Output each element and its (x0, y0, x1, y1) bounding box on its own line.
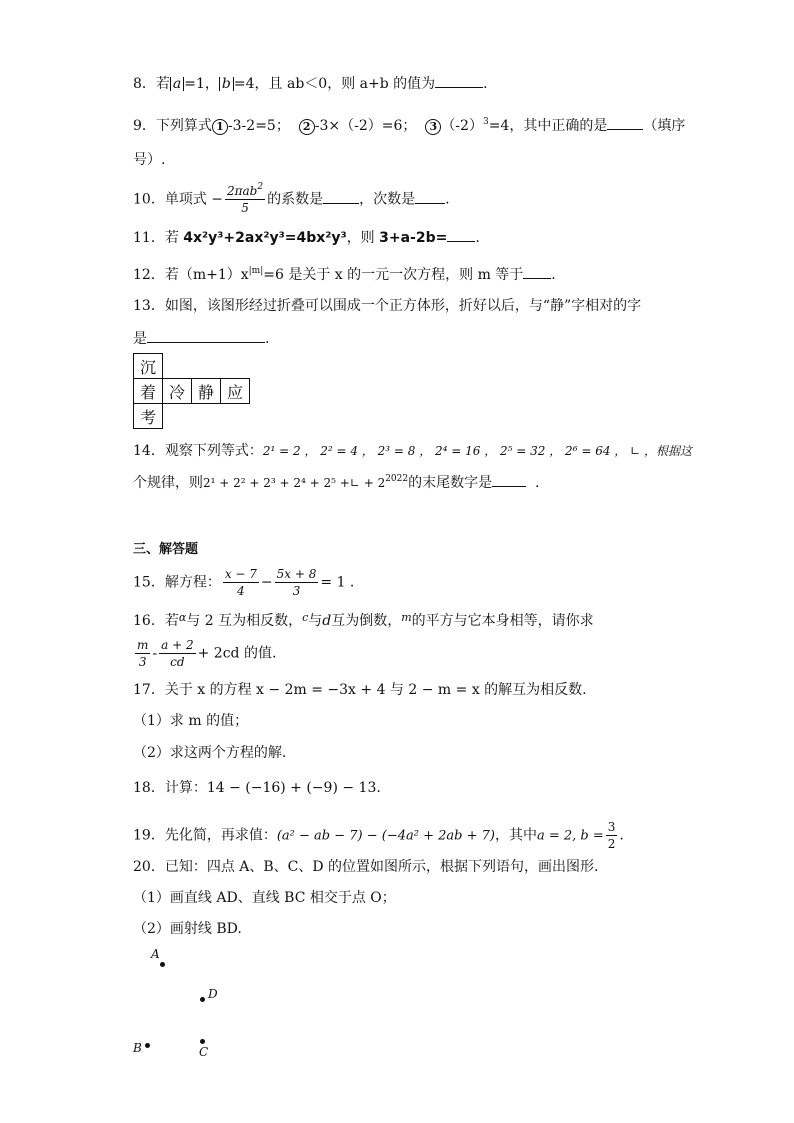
answer-blank[interactable] (415, 189, 445, 204)
fraction: $\frac{5x + 8}{3}$ (276, 567, 317, 598)
circled-number-2: 2 (299, 119, 315, 135)
question-13: 13．如图，该图形经过折叠可以围成一个正方体形，折好以后，与“静”字相对的字 (133, 298, 642, 314)
fraction: $\frac{x - 7}{4}$ (224, 567, 257, 598)
net-cell: 考 (134, 404, 163, 429)
fraction: $\frac{2\pi ab^2}{5}$ (227, 182, 264, 215)
answer-blank[interactable] (323, 189, 359, 204)
points-diagram (133, 945, 223, 1063)
question-14-cont: 个规律，则2¹ + 2² + 2³ + 2⁴ + 2⁵ +∟ + $2^{2022}$的末尾数字是 . (133, 474, 540, 491)
point-A (160, 962, 165, 967)
fraction: $\frac{3}{2}$ (607, 820, 616, 851)
question-15: 15．解方程： $\frac{x - 7}{4}$ − $\frac{5x + 8}{3}$ = 1 . (133, 567, 355, 598)
net-cell: 冷 (163, 379, 192, 404)
question-18: 18．计算：14 − (−16) + (−9) − 13. (133, 780, 381, 796)
question-13-cont: 是 . (133, 328, 269, 349)
question-17-part-2: （2）求这两个方程的解. (133, 745, 287, 761)
point-C (200, 1039, 205, 1044)
question-9: 9．下列算式 1 -3-2=5； 2 -3×（-2）=6； 3 $(-2)^3=4$，其中正确的是 （填序 (133, 117, 686, 134)
answer-blank[interactable] (492, 472, 526, 487)
question-11: 11．若 4x²y³+2ax²y³=4bx²y³，则 3+a-2b= . (133, 227, 480, 248)
net-cell: 着 (134, 379, 163, 404)
point-D (200, 997, 205, 1002)
abs-a: a (170, 77, 184, 91)
label-B: B (133, 1041, 142, 1055)
circled-number-3: 3 (425, 119, 441, 135)
question-17-part-1: （1）求 m 的值； (133, 713, 249, 729)
question-8: 8．若 a =1， b =4，且 ab＜0，则 a+b 的值为 . (133, 73, 488, 94)
answer-blank[interactable] (435, 73, 483, 88)
question-20: 20．已知：四点 A、B、C、D 的位置如图所示，根据下列语句，画出图形. (133, 859, 599, 875)
question-17: 17．关于 x 的方程 x − 2m = −3x + 4 与 2 − m = x 的解互为相反数. (133, 682, 587, 698)
question-14: 14．观察下列等式：2¹ = 2 ， 2² = 4 ， 2³ = 8 ， 2⁴ = 16 ， 2⁵ = 32 ， 2⁶ = 64 ， ∟ ，根据这 (133, 443, 692, 459)
abs-b: b (219, 77, 234, 91)
label-C: C (199, 1045, 209, 1059)
net-cell: 应 (221, 379, 250, 404)
question-12: 12．若$(m+1)x^{|m|}=6$ 是关于 x 的一元一次方程，则 m 等于 . (133, 266, 556, 283)
answer-blank[interactable] (523, 264, 551, 279)
question-16-cont: $\frac{m}{3}$ - $\frac{a + 2}{cd}$ + 2cd 的值. (137, 638, 277, 669)
question-20-part-2: （2）画射线 BD. (133, 921, 242, 937)
question-19: 19．先化简，再求值：(a² − ab − 7) − (−4a² + 2ab + 7)，其中a = 2, b = $\frac{3}{2}$ . (133, 820, 624, 851)
net-cell: 沉 (134, 354, 163, 379)
cube-net (133, 353, 250, 429)
net-cell: 静 (192, 379, 221, 404)
question-20-part-1: （1）画直线 AD、直线 BC 相交于点 O； (133, 890, 396, 906)
circled-number-1: 1 (212, 119, 228, 135)
answer-blank[interactable] (147, 328, 265, 343)
answer-blank[interactable] (607, 115, 643, 130)
section-heading: 三、解答题 (133, 542, 199, 557)
fraction: $\frac{a + 2}{cd}$ (161, 638, 194, 669)
point-B (145, 1043, 150, 1048)
question-10: 10．单项式 − $\frac{2\pi ab^2}{5}$ 的系数是 ，次数是 . (133, 182, 450, 215)
answer-blank[interactable] (447, 227, 475, 242)
question-16: 16．若$^\alpha$与 2 互为相反数，$^c$与d互为倒数，$^m$的平方与它本身相等，请你求 (133, 611, 594, 629)
label-A: A (151, 947, 160, 961)
label-D: D (208, 987, 218, 1001)
fraction: $\frac{m}{3}$ (137, 638, 149, 669)
question-9-cont: 号）. (133, 152, 166, 168)
